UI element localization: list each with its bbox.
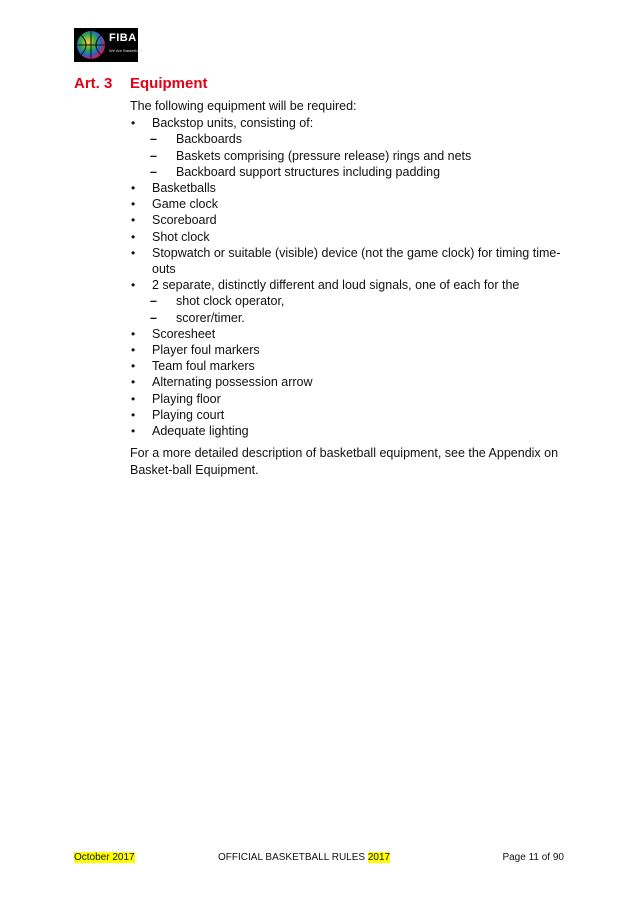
list-item-text: Scoresheet <box>152 326 216 341</box>
bullet-icon: • <box>131 116 136 131</box>
dash-icon: – <box>150 294 157 309</box>
footer-page: Page 11 of 90 <box>502 852 564 863</box>
list-item <box>130 407 570 423</box>
logo-tagline: We Are Basketball <box>109 48 142 53</box>
bullet-icon: • <box>131 343 136 358</box>
dash-icon: – <box>150 310 157 325</box>
sub-list <box>152 131 570 180</box>
list-item-text: Game clock <box>152 197 218 212</box>
basketball-logo-icon <box>74 28 108 62</box>
sub-list-item <box>130 293 570 309</box>
list-item <box>130 212 570 228</box>
article-title: Equipment <box>130 75 208 92</box>
sub-list-item-text: scorer/timer. <box>176 310 245 325</box>
dash-icon: – <box>150 164 157 179</box>
logo-wordmark: FIBA <box>109 32 137 44</box>
list-item-text: Backstop units, consisting of: <box>152 116 314 131</box>
footer-month: October <box>74 852 110 863</box>
dash-icon: – <box>150 132 157 147</box>
list-item <box>130 342 570 358</box>
sub-list-item-text: Baskets comprising (pressure release) rings and nets <box>176 148 472 163</box>
list-item <box>130 115 570 180</box>
sub-list-item <box>130 164 570 180</box>
list-item <box>130 423 570 439</box>
list-item <box>130 229 570 245</box>
list-item-text: Scoreboard <box>152 213 217 228</box>
list-item-text: Player foul markers <box>152 343 260 358</box>
fiba-logo <box>74 28 142 62</box>
dash-icon: – <box>150 148 157 163</box>
bullet-icon: • <box>131 424 136 439</box>
list-item-text: Basketballs <box>152 181 216 196</box>
bullet-icon: • <box>131 197 136 212</box>
list-item-text: Playing court <box>152 407 225 422</box>
footer-title <box>218 852 390 863</box>
list-item <box>130 391 570 407</box>
sub-list-item-text: Backboard support structures including padding <box>176 164 441 179</box>
bullet-icon: • <box>131 181 136 196</box>
bullet-icon: • <box>131 326 136 341</box>
intro-text: The following equipment will be required: <box>130 99 357 113</box>
footer-title-year: 2017 <box>367 852 391 863</box>
bullet-icon: • <box>131 229 136 244</box>
footer-year: 2017 <box>112 852 135 863</box>
bullet-icon: • <box>131 407 136 422</box>
list-item <box>130 180 570 196</box>
equipment-list <box>130 115 570 439</box>
sub-list-item <box>130 310 570 326</box>
bullet-icon: • <box>131 391 136 406</box>
bullet-icon: • <box>131 375 136 390</box>
list-item-text: 2 separate, distinctly different and loud signals, one of each for the <box>152 278 520 293</box>
list-item <box>130 358 570 374</box>
list-item-text: Playing floor <box>152 391 221 406</box>
list-item <box>130 374 570 390</box>
footer-date <box>74 852 135 863</box>
bullet-icon: • <box>131 245 136 260</box>
sub-list <box>152 293 570 325</box>
list-item <box>130 277 570 326</box>
article-body <box>130 98 570 491</box>
list-item-text: Adequate lighting <box>152 424 249 439</box>
sub-list-item-text: Backboards <box>176 132 243 147</box>
article-number: Art. 3 <box>74 75 113 92</box>
list-item <box>130 196 570 212</box>
footer-title-text: OFFICIAL BASKETBALL RULES <box>218 852 366 863</box>
sub-list-item <box>130 148 570 164</box>
bullet-icon: • <box>131 278 136 293</box>
bullet-icon: • <box>131 359 136 374</box>
sub-list-item-text: shot clock operator, <box>176 294 285 309</box>
list-item <box>130 326 570 342</box>
list-item-text: Alternating possession arrow <box>152 375 313 390</box>
list-item-text: Stopwatch or suitable (visible) device (not the game clock) for timing time-outs <box>152 245 561 277</box>
outro-text: For a more detailed description of basketball equipment, see the Appendix on Basket-ball Equipment. <box>130 446 559 477</box>
sub-list-item <box>130 131 570 147</box>
list-item-text: Shot clock <box>152 229 210 244</box>
list-item-text: Team foul markers <box>152 359 255 374</box>
list-item <box>130 245 570 277</box>
bullet-icon: • <box>131 213 136 228</box>
